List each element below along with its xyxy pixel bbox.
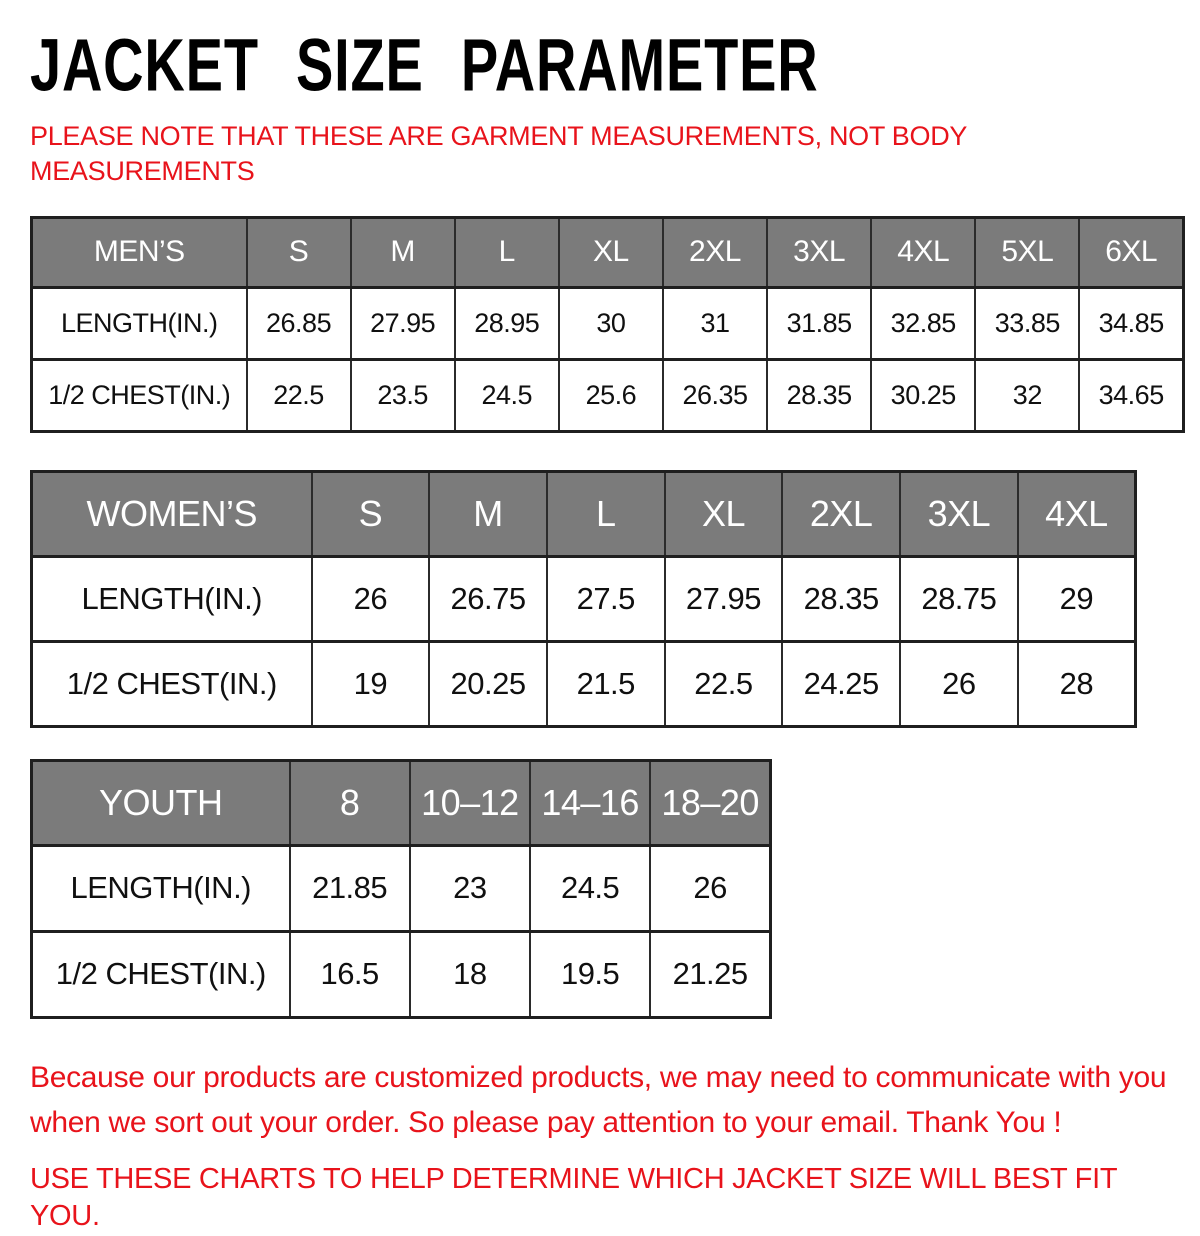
- mens-measure-value: 26.35: [663, 359, 767, 431]
- womens-measure-value: 21.5: [547, 641, 665, 726]
- youth-measure-value: 21.25: [650, 931, 770, 1017]
- youth-measure-row: [32, 845, 771, 931]
- youth-size-col-header: 8: [290, 760, 410, 845]
- womens-size-col-header: XL: [665, 471, 783, 556]
- mens-size-col-header: L: [455, 217, 559, 287]
- womens-measure-row: [32, 641, 1136, 726]
- mens-size-col-header: 3XL: [767, 217, 871, 287]
- womens-header-row: [32, 471, 1136, 556]
- womens-size-col-header: L: [547, 471, 665, 556]
- mens-size-col-header: 6XL: [1079, 217, 1183, 287]
- womens-measure-value: 28: [1018, 641, 1136, 726]
- mens-measure-value: 34.85: [1079, 287, 1183, 359]
- womens-size-col-header: 4XL: [1018, 471, 1136, 556]
- mens-measure-value: 31: [663, 287, 767, 359]
- mens-measure-value: 24.5: [455, 359, 559, 431]
- womens-size-col-header: M: [429, 471, 547, 556]
- mens-measure-value: 34.65: [1079, 359, 1183, 431]
- mens-measure-value: 25.6: [559, 359, 663, 431]
- mens-measure-value: 26.85: [247, 287, 351, 359]
- mens-measure-value: 28.95: [455, 287, 559, 359]
- youth-measure-row: [32, 931, 771, 1017]
- mens-size-col-header: XL: [559, 217, 663, 287]
- custom-order-notice: Because our products are customized products, we may need to communicate with you when we sort out your order. So please pay attention to your email. Thank You !: [30, 1060, 1167, 1139]
- mens-size-col-header: 4XL: [871, 217, 975, 287]
- mens-measure-row: [32, 359, 1184, 431]
- page-title: JACKET SIZE PARAMETER: [30, 23, 819, 107]
- mens-measure-value: 33.85: [975, 287, 1079, 359]
- youth-size-table: [30, 759, 772, 1019]
- youth-size-col-header: 10–12: [410, 760, 530, 845]
- mens-measure-row: [32, 287, 1184, 359]
- womens-measure-value: 27.95: [665, 556, 783, 641]
- womens-measure-value: 26: [900, 641, 1018, 726]
- mens-measure-value: 28.35: [767, 359, 871, 431]
- womens-size-col-header: 3XL: [900, 471, 1018, 556]
- womens-measure-value: 22.5: [665, 641, 783, 726]
- youth-size-col-header: 14–16: [530, 760, 650, 845]
- womens-measure-value: 20.25: [429, 641, 547, 726]
- mens-measure-label: LENGTH(IN.): [32, 287, 247, 359]
- mens-measure-value: 30: [559, 287, 663, 359]
- youth-measure-value: 18: [410, 931, 530, 1017]
- mens-measure-value: 22.5: [247, 359, 351, 431]
- mens-group-label: MEN’S: [32, 217, 247, 287]
- mens-header-row: [32, 217, 1184, 287]
- womens-group-label: WOMEN’S: [32, 471, 312, 556]
- womens-measure-value: 24.25: [782, 641, 900, 726]
- mens-size-col-header: 2XL: [663, 217, 767, 287]
- mens-measure-value: 23.5: [351, 359, 455, 431]
- youth-header-row: [32, 760, 771, 845]
- womens-measure-value: 27.5: [547, 556, 665, 641]
- youth-group-label: YOUTH: [32, 760, 290, 845]
- mens-measure-value: 30.25: [871, 359, 975, 431]
- youth-measure-label: LENGTH(IN.): [32, 845, 290, 931]
- mens-size-col-header: S: [247, 217, 351, 287]
- youth-measure-value: 16.5: [290, 931, 410, 1017]
- mens-size-table: [30, 216, 1185, 433]
- mens-measure-label: 1/2 CHEST(IN.): [32, 359, 247, 431]
- youth-measure-value: 24.5: [530, 845, 650, 931]
- chart-usage-callout: USE THESE CHARTS TO HELP DETERMINE WHICH JACKET SIZE WILL BEST FIT YOU.: [30, 1162, 1117, 1233]
- womens-measure-value: 28.75: [900, 556, 1018, 641]
- mens-measure-value: 32: [975, 359, 1079, 431]
- mens-size-col-header: 5XL: [975, 217, 1079, 287]
- youth-measure-value: 23: [410, 845, 530, 931]
- youth-measure-value: 26: [650, 845, 770, 931]
- womens-measure-value: 19: [312, 641, 430, 726]
- womens-measure-value: 26.75: [429, 556, 547, 641]
- womens-measure-value: 28.35: [782, 556, 900, 641]
- womens-measure-value: 29: [1018, 556, 1136, 641]
- youth-measure-value: 19.5: [530, 931, 650, 1017]
- womens-size-col-header: 2XL: [782, 471, 900, 556]
- womens-measure-label: 1/2 CHEST(IN.): [32, 641, 312, 726]
- garment-measurement-note: PLEASE NOTE THAT THESE ARE GARMENT MEASUREMENTS, NOT BODY MEASUREMENTS: [30, 120, 967, 187]
- womens-size-col-header: S: [312, 471, 430, 556]
- womens-measure-label: LENGTH(IN.): [32, 556, 312, 641]
- mens-measure-value: 27.95: [351, 287, 455, 359]
- womens-measure-value: 26: [312, 556, 430, 641]
- mens-size-col-header: M: [351, 217, 455, 287]
- youth-size-col-header: 18–20: [650, 760, 770, 845]
- mens-measure-value: 31.85: [767, 287, 871, 359]
- youth-measure-value: 21.85: [290, 845, 410, 931]
- mens-measure-value: 32.85: [871, 287, 975, 359]
- youth-measure-label: 1/2 CHEST(IN.): [32, 931, 290, 1017]
- size-tables: [30, 216, 1200, 1019]
- womens-measure-row: [32, 556, 1136, 641]
- womens-size-table: [30, 470, 1137, 728]
